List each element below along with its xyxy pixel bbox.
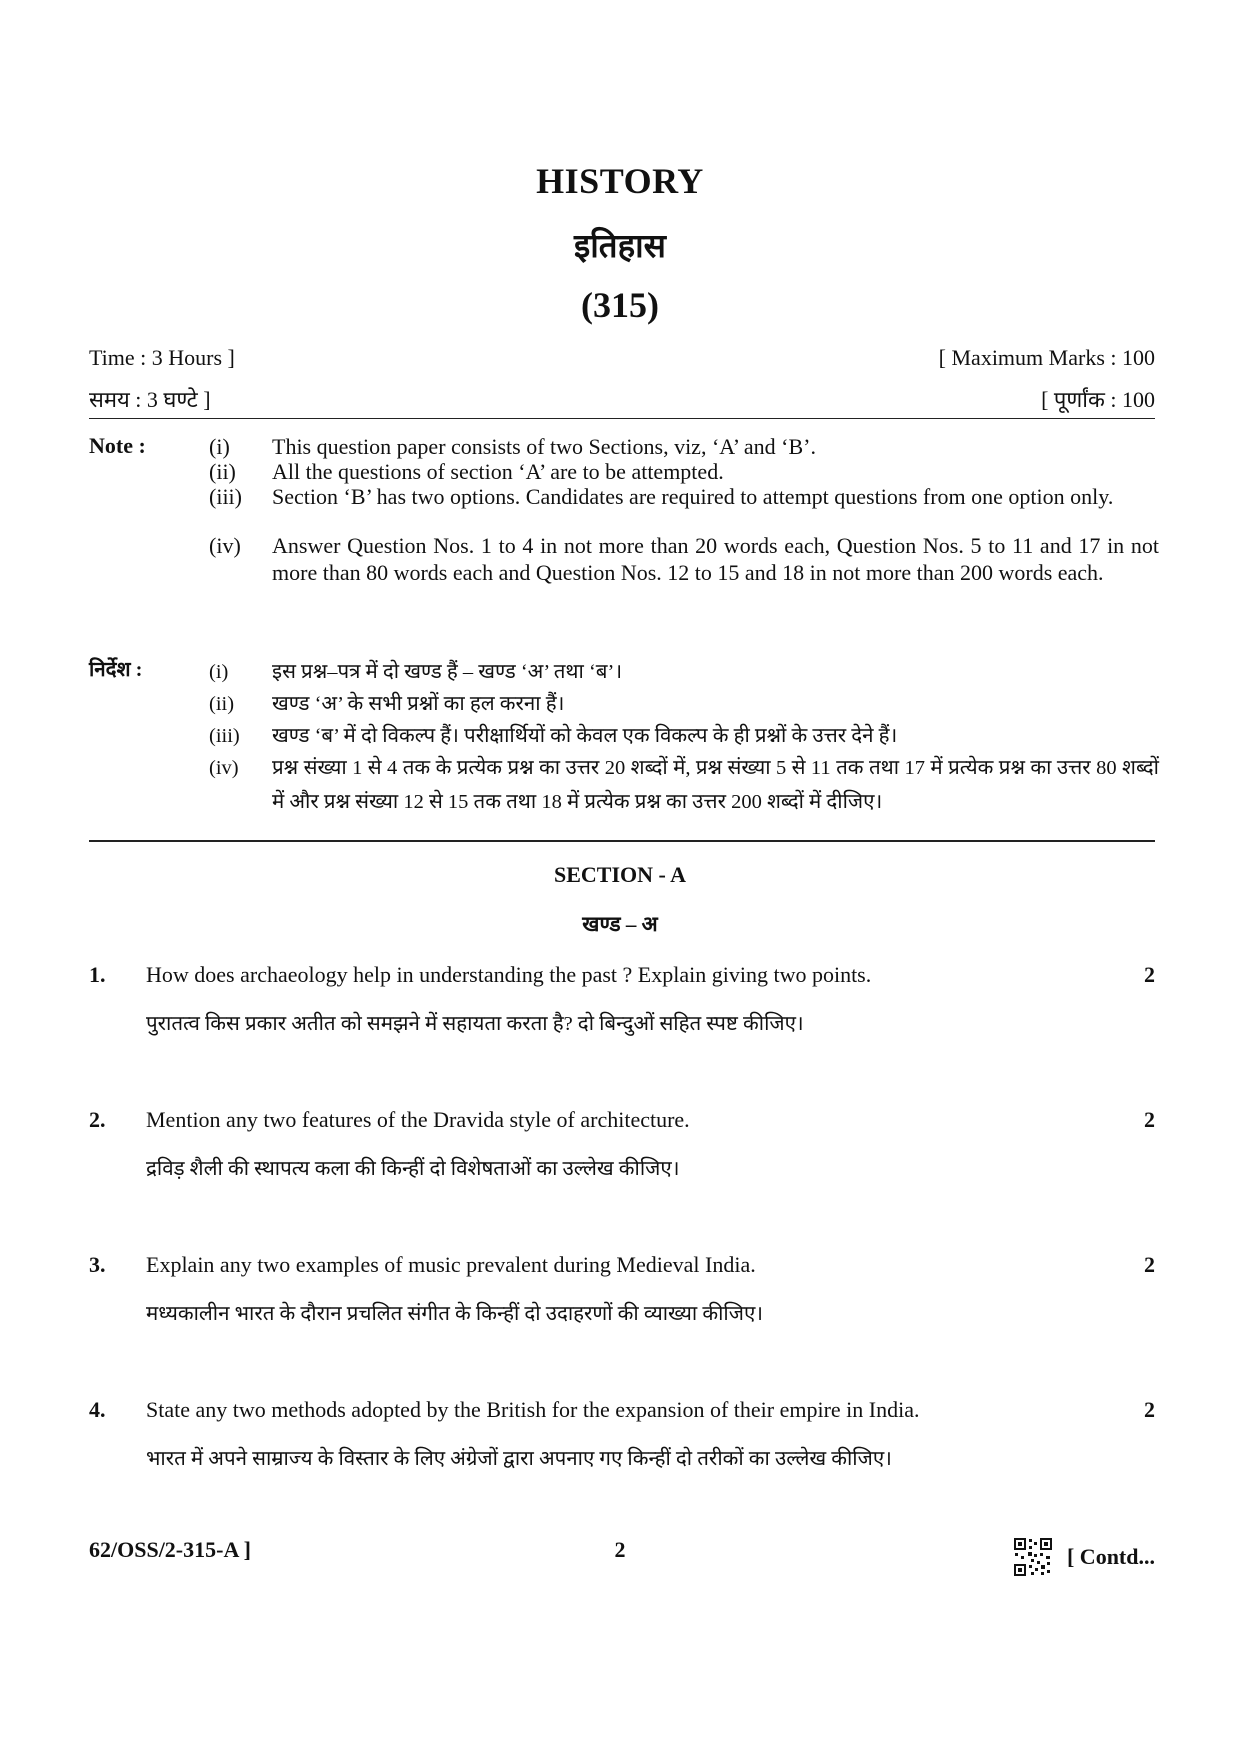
note-item-num: (ii) — [209, 459, 236, 484]
question-text-hi: मध्यकालीन भारत के दौरान प्रचलित संगीत के किन्हीं दो उदाहरणों की व्याख्या कीजिए। — [146, 1303, 764, 1325]
contd-text: [ Contd... — [1066, 1544, 1155, 1569]
divider-top — [89, 418, 1155, 419]
question-number: 3. — [89, 1252, 106, 1277]
note-item-hi — [209, 719, 1159, 753]
qr-code-icon — [1013, 1537, 1053, 1577]
note-item-num: (iii) — [209, 725, 240, 747]
question-number: 1. — [89, 962, 106, 987]
note-item-text: खण्ड ‘ब’ में दो विकल्प हैं। परीक्षार्थियों को केवल एक विकल्प के ही प्रश्नों के उत्तर देने हैं। — [272, 725, 898, 747]
max-marks-hi: [ पूर्णांक : 100 — [1041, 387, 1155, 412]
question-marks: 2 — [1144, 962, 1155, 987]
max-marks-en: [ Maximum Marks : 100 — [938, 345, 1155, 370]
section-title-en: SECTION - A — [553, 862, 687, 887]
question-marks: 2 — [1144, 1397, 1155, 1422]
note-item-num: (iv) — [209, 757, 239, 779]
question-text-en: Explain any two examples of music prevalent during Medieval India. — [146, 1252, 756, 1277]
note-item-text: This question paper consists of two Sections, viz, ‘A’ and ‘B’. — [272, 434, 817, 459]
question-number: 4. — [89, 1397, 106, 1422]
meta-row-en — [89, 345, 1155, 371]
meta-row-hi — [89, 384, 1155, 414]
note-item-text: प्रश्न संख्या 1 से 4 तक के प्रत्येक प्रश्न का उत्तर 20 शब्दों में, प्रश्न संख्या 5 से 11 तक तथा 17 में प्रत्येक प्रश्न का उत्तर 80 शब्दों में और प्रश्न संख्या 12 से 15 तक तथा 18 में प्रत्येक प्रश्न का उत्तर 200 शब्दों में दीजिए। — [272, 757, 1159, 813]
note-item-text: Section ‘B’ has two options. Candidates are required to attempt questions from one option only. — [272, 484, 1114, 509]
note-item-num: (ii) — [209, 693, 235, 715]
note-item-hi — [209, 687, 1159, 721]
question-text-en: Mention any two features of the Dravida style of architecture. — [146, 1107, 690, 1132]
subject-code: (315) — [581, 285, 659, 325]
subject-title-hi: इतिहास — [574, 229, 666, 265]
section-title-hi: खण्ड – अ — [582, 912, 658, 936]
note-item-num: (i) — [209, 434, 230, 459]
note-label-en: Note : — [89, 433, 146, 458]
question-marks: 2 — [1144, 1252, 1155, 1277]
note-item-hi — [209, 655, 1159, 689]
continued-marker — [1013, 1537, 1155, 1577]
divider-section — [89, 840, 1155, 842]
note-item-num: (iii) — [209, 484, 242, 509]
question-marks: 2 — [1144, 1107, 1155, 1132]
note-item-text: खण्ड ‘अ’ के सभी प्रश्नों का हल करना हैं। — [272, 693, 565, 715]
question-number: 2. — [89, 1107, 106, 1132]
note-item-en — [209, 433, 1159, 460]
note-item-hi — [209, 751, 1159, 819]
note-item-num: (iv) — [209, 533, 241, 558]
question-text-hi: भारत में अपने साम्राज्य के विस्तार के लिए अंग्रेजों द्वारा अपनाए गए किन्हीं दो तरीकों का उल्लेख कीजिए। — [146, 1448, 892, 1470]
question-text-hi: द्रविड़ शैली की स्थापत्य कला की किन्हीं दो विशेषताओं का उल्लेख कीजिए। — [146, 1158, 680, 1180]
note-item-en — [209, 532, 1159, 586]
note-item-en — [209, 483, 1159, 510]
time-hi: समय : 3 घण्टे ] — [89, 387, 211, 412]
note-item-text: इस प्रश्न–पत्र में दो खण्ड हैं – खण्ड ‘अ’ तथा ‘ब’। — [272, 661, 623, 683]
note-item-text: Answer Question Nos. 1 to 4 in not more than 20 words each, Question Nos. 5 to 11 and 17 in not more than 80 words each and Question Nos. 12 to 15 and 18 in not more than 200 words each. — [272, 533, 1159, 585]
question-text-en: State any two methods adopted by the British for the expansion of their empire in India. — [146, 1397, 920, 1422]
note-item-en — [209, 458, 1159, 485]
note-label-hi: निर्देश : — [89, 659, 143, 681]
question-text-hi: पुरातत्व किस प्रकार अतीत को समझने में सहायता करता है? दो बिन्दुओं सहित स्पष्ट कीजिए। — [146, 1013, 804, 1035]
note-item-text: All the questions of section ‘A’ are to be attempted. — [272, 459, 724, 484]
paper-code-footer: 62/OSS/2-315-A ] — [89, 1537, 251, 1562]
note-item-num: (i) — [209, 661, 229, 683]
time-en: Time : 3 Hours ] — [89, 345, 235, 370]
question-text-en: How does archaeology help in understanding the past ? Explain giving two points. — [146, 962, 872, 987]
page-number: 2 — [614, 1537, 626, 1562]
subject-title-en: HISTORY — [536, 161, 704, 201]
